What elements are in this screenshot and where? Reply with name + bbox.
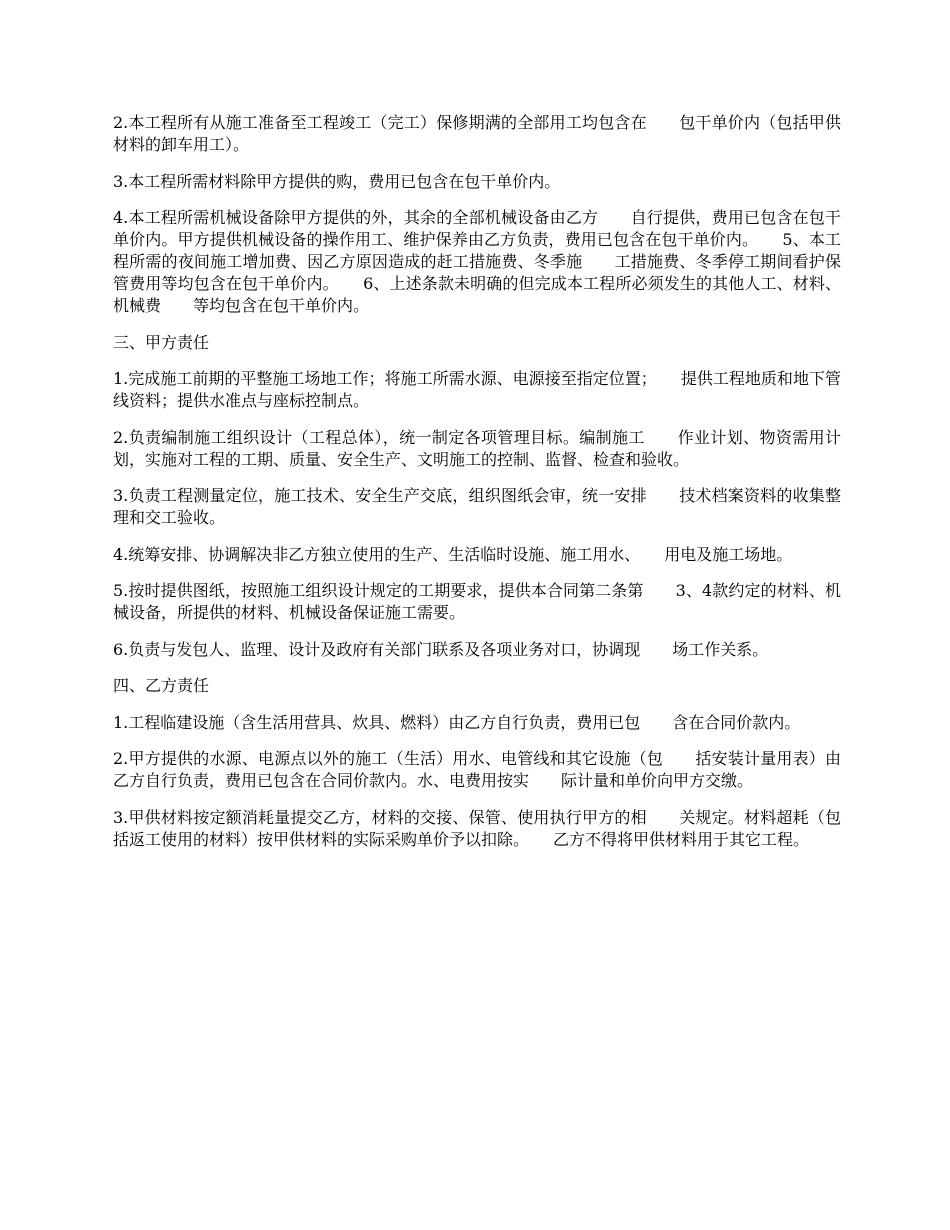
paragraph-party-b-1: 1.工程临建设施（含生活用营具、炊具、燃料）由乙方自行负责，费用已包 含在合同价款内。 (113, 712, 801, 732)
paragraph-party-a-3: 3.负责工程测量定位，施工技术、安全生产交底，组织图纸会审，统一安排 技术档案资料的收集整理和交工验收。 (113, 486, 841, 527)
section-heading-party-a: 三、甲方责任 (113, 332, 210, 352)
paragraph-party-a-2: 2.负责编制施工组织设计（工程总体），统一制定各项管理目标。编制施工 作业计划、物资需用计划，实施对工程的工期、质量、安全生产、文明施工的控制、监督、检查和验收。 (113, 427, 841, 469)
paragraph-party-a-6: 6.负责与发包人、监理、设计及政府有关部门联系及各项业务对口，协调现 场工作关系。 (113, 639, 769, 659)
paragraph-labor-scope: 2.本工程所有从施工准备至工程竣工（完工）保修期满的全部用工均包含在 包干单价内（包括甲供材料的卸车用工）。 (113, 113, 841, 154)
document-page (113, 112, 841, 865)
paragraph-machinery-and-costs: 4.本工程所需机械设备除甲方提供的外，其余的全部机械设备由乙方 自行提供，费用已包含在包干单价内。甲方提供机械设备的操作用工、维护保养由乙方负责，费用已包含在包干单价内。 5、本工程所需的夜间施工增加费、因乙方原因造成的赶工措施费、冬季施 工措施费、冬季停工期间看护保管费用等均包含在包干单价内。 6、上述条款未明确的但完成本工程所必须发生的其他人工、材料、机械费 等均包含在包干单价内。 (113, 208, 841, 315)
paragraph-materials: 3.本工程所需材料除甲方提供的购，费用已包含在包干单价内。 (113, 171, 561, 191)
paragraph-party-a-5: 5.按时提供图纸，按照施工组织设计规定的工期要求，提供本合同第二条第 3、4款约定的材料、机械设备，所提供的材料、机械设备保证施工需要。 (113, 581, 841, 622)
paragraph-party-b-2: 2.甲方提供的水源、电源点以外的施工（生活）用水、电管线和其它设施（包 括安装计量用表）由乙方自行负责，费用已包含在合同价款内。水、电费用按实 际计量和单价向甲方交缴。 (113, 749, 841, 790)
paragraph-party-a-1: 1.完成施工前期的平整施工场地工作；将施工所需水源、电源接至指定位置； 提供工程地质和地下管线资料；提供水准点与座标控制点。 (113, 369, 841, 410)
paragraph-party-a-4: 4.统筹安排、协调解决非乙方独立使用的生产、生活临时设施、施工用水、 用电及施工场地。 (113, 544, 793, 564)
paragraph-party-b-3: 3.甲供材料按定额消耗量提交乙方，材料的交接、保管、使用执行甲方的相 关规定。材料超耗（包括返工使用的材料）按甲供材料的实际采购单价予以扣除。 乙方不得将甲供材料用于其它工程。 (113, 807, 841, 849)
section-heading-party-b: 四、乙方责任 (113, 676, 210, 695)
